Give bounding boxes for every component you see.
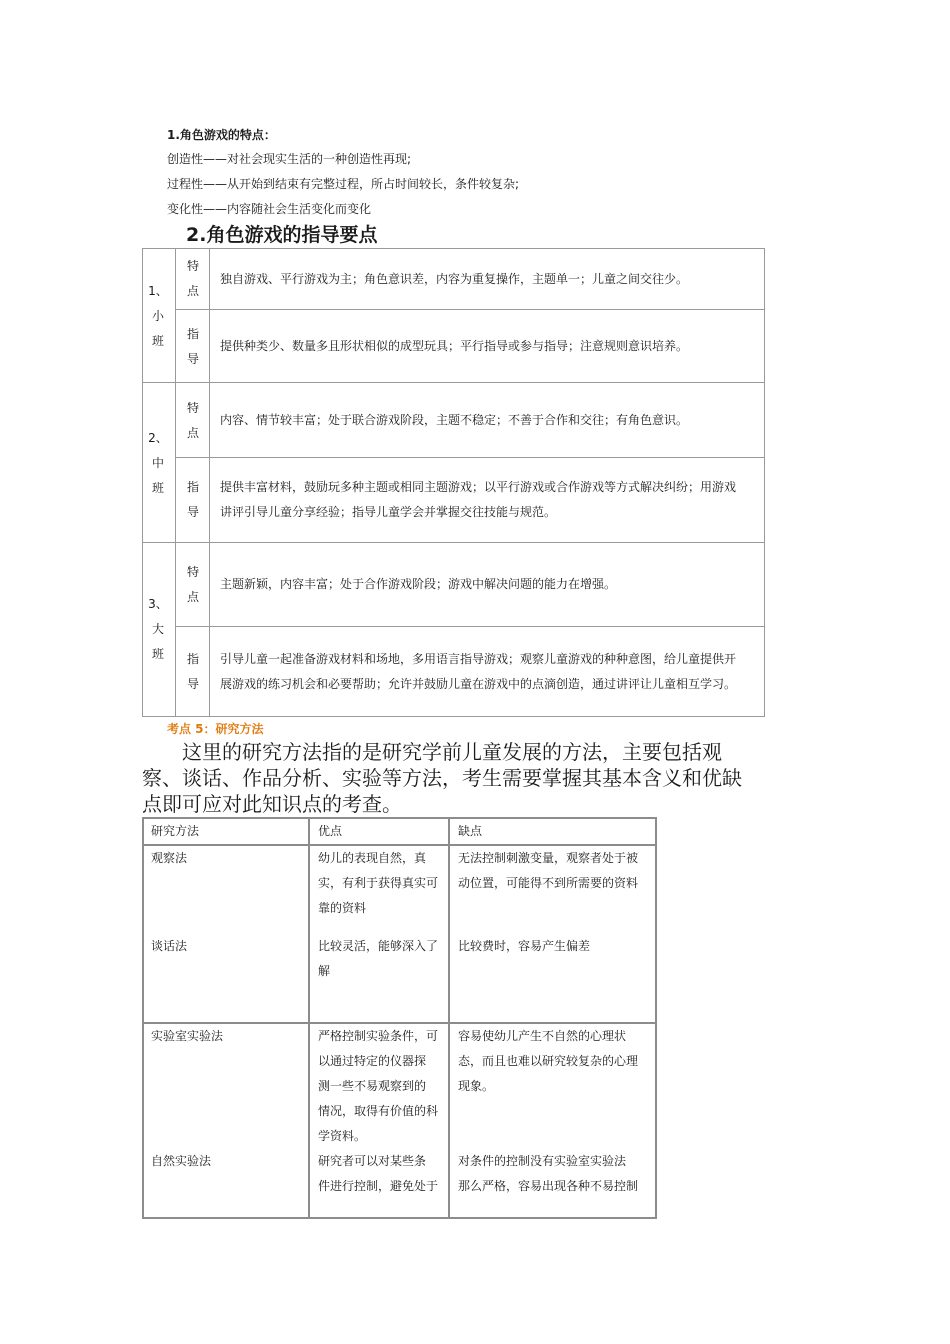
method-pros: 幼儿的表现自然，真 实，有利于获得真实可 靠的资料 (318, 851, 439, 915)
method-cons: 容易使幼儿产生不自然的心理状 态，而且也难以研究较复杂的心理 现象。 (458, 1029, 639, 1093)
method-pros: 研究者可以对某些条 件进行控制，避免处于 (318, 1154, 439, 1193)
section1-heading: 1.角色游戏的特点： (167, 128, 276, 142)
feature-line-creativity: 创造性——对社会现实生活的一种创造性再现; (167, 152, 412, 166)
guide-text: 提供种类少、数量多且形状相似的成型玩具；平行指导或参与指导；注意规则意识培养。 (220, 339, 689, 353)
class-label: 1、 小 班 (148, 284, 168, 348)
guide-text: 提供丰富材料，鼓励玩多种主题或相同主题游戏；以平行游戏或合作游戏等方式解决纠纷；用游戏 讲评引导儿童分享经验；指导儿童学会并掌握交往技能与规范。 (220, 480, 737, 519)
feature-text: 内容、情节较丰富；处于联合游戏阶段，主题不稳定；不善于合作和交往；有角色意识。 (220, 413, 689, 427)
feature-text: 主题新颖，内容丰富；处于合作游戏阶段；游戏中解决问题的能力在增强。 (220, 577, 617, 591)
section2-heading: 2.角色游戏的指导要点 (186, 224, 378, 246)
feature-label: 特 点 (186, 565, 199, 604)
feature-label: 特 点 (186, 259, 199, 298)
guide-label: 指 导 (186, 480, 199, 519)
feature-text: 独自游戏、平行游戏为主；角色意识差，内容为重复操作，主题单一；儿童之间交往少。 (220, 272, 689, 286)
feature-label: 特 点 (186, 401, 199, 440)
header-cons: 缺点 (458, 824, 483, 838)
header-method: 研究方法 (151, 824, 200, 838)
method-pros: 比较灵活，能够深入了 解 (318, 939, 439, 978)
method-name: 谈话法 (151, 939, 188, 953)
method-cons: 对条件的控制没有实验室实验法 那么严格，容易出现各种不易控制 (458, 1154, 639, 1193)
method-name: 自然实验法 (151, 1154, 212, 1168)
guide-label: 指 导 (186, 652, 199, 691)
feature-line-change: 变化性——内容随社会生活变化而变化 (167, 202, 372, 216)
method-cons: 无法控制刺激变量，观察者处于被 动位置，可能得不到所需要的资料 (458, 851, 639, 890)
method-cons: 比较费时，容易产生偏差 (458, 939, 591, 953)
class-label: 3、 大 班 (148, 597, 168, 661)
kaodian-intro: 这里的研究方法指的是研究学前儿童发展的方法，主要包括观 察、谈话、作品分析、实验等方法，考生需要掌握其基本含义和优缺 点即可应对此知识点的考查。 (142, 740, 742, 816)
header-pros: 优点 (318, 824, 343, 838)
method-name: 实验室实验法 (151, 1029, 224, 1043)
kaodian-label: 考点 5：研究方法 (167, 722, 264, 736)
guide-label: 指 导 (186, 327, 199, 366)
method-name: 观察法 (151, 851, 188, 865)
feature-line-process: 过程性——从开始到结束有完整过程，所占时间较长，条件较复杂; (167, 177, 520, 191)
class-label: 2、 中 班 (148, 431, 168, 495)
method-pros: 严格控制实验条件，可 以通过特定的仪器探 测一些不易观察到的 情况，取得有价值的科 学资料。 (318, 1029, 439, 1143)
guide-text: 引导儿童一起准备游戏材料和场地，多用语言指导游戏；观察儿童游戏的种种意图，给儿童提供开 展游戏的练习机会和必要帮助；允许并鼓励儿童在游戏中的点滴创造，通过讲评让儿童相互学习。 (220, 652, 737, 691)
